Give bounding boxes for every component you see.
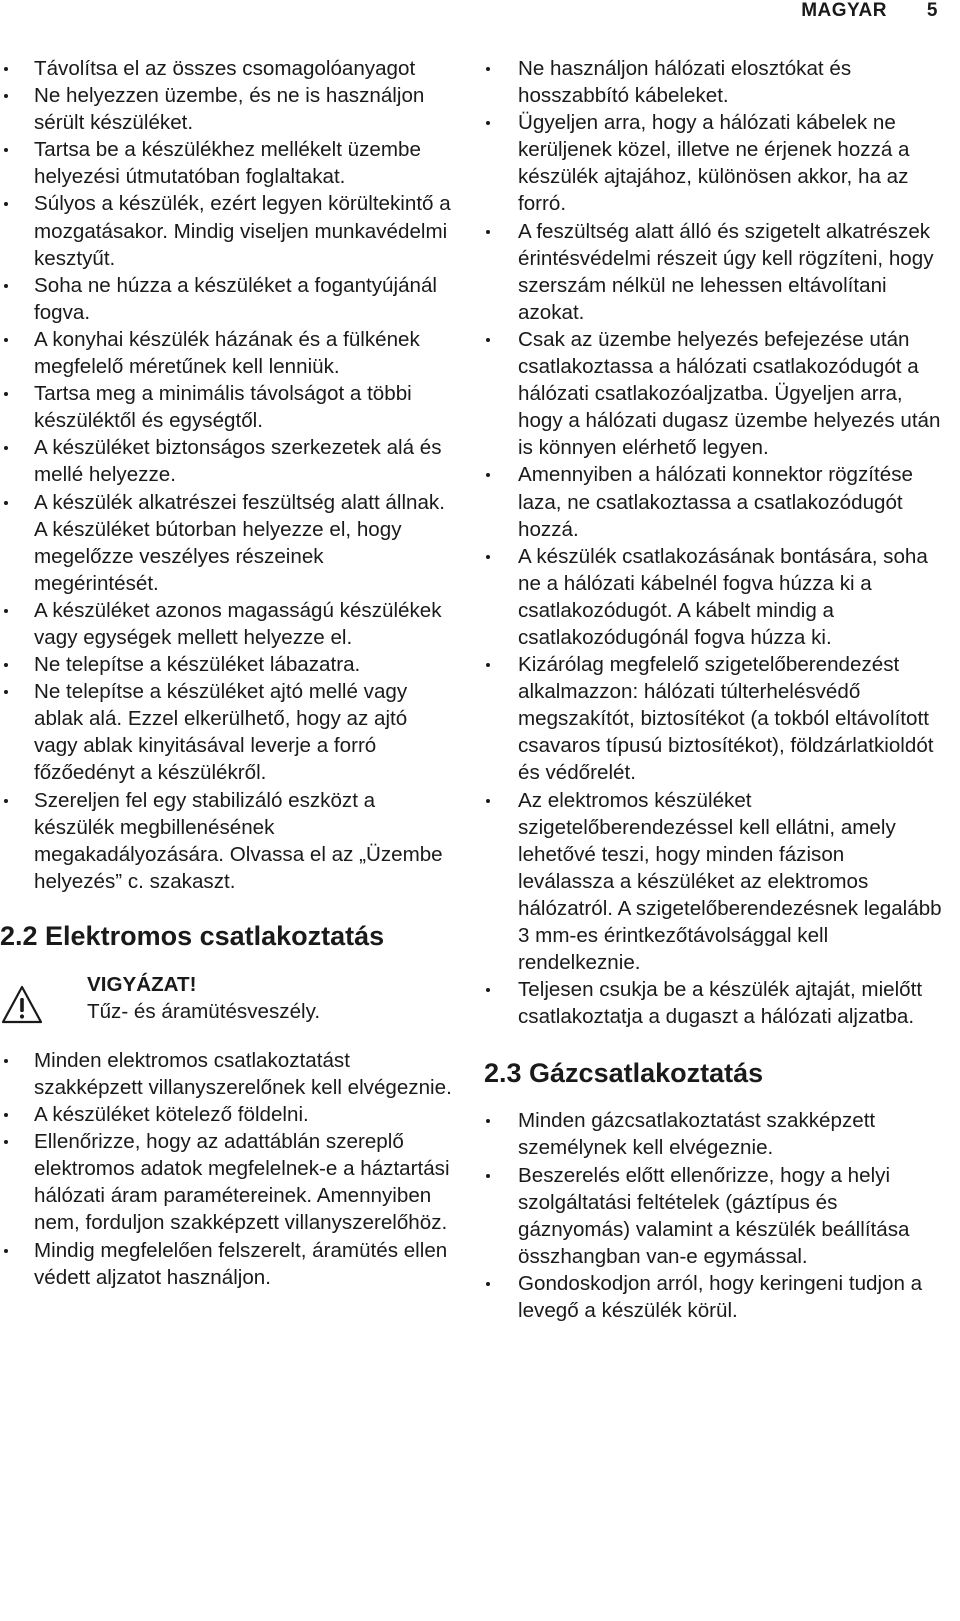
list-item: A készüléket biztonságos szerkezetek alá és mellé helyezze. xyxy=(0,434,452,488)
electrical-list xyxy=(0,1047,452,1291)
list-item: Súlyos a készülék, ezért legyen körültekintő a mozgatásakor. Mindig viseljen munkavédelmi kesztyűt. xyxy=(0,190,452,271)
list-item: Soha ne húzza a készüléket a fogantyújánál fogva. xyxy=(0,272,452,326)
section-title-gas: 2.3 Gázcsatlakoztatás xyxy=(484,1058,764,1089)
header-language: MAGYAR xyxy=(801,0,887,21)
list-item: Tartsa meg a minimális távolságot a többi készüléktől és egységtől. xyxy=(0,380,452,434)
warning-triangle-icon xyxy=(1,985,43,1025)
list-item: A konyhai készülék házának és a fülkének megfelelő méretűnek kell lenniük. xyxy=(0,326,452,380)
electrical-list-continued xyxy=(484,55,944,1030)
list-item: Ne telepítse a készüléket lábazatra. xyxy=(0,651,452,678)
page-header xyxy=(801,0,938,22)
list-item: A készüléket kötelező földelni. xyxy=(0,1101,452,1128)
warning-box xyxy=(0,971,452,1025)
left-column xyxy=(0,55,452,1291)
list-item: Amennyiben a hálózati konnektor rögzítése laza, ne csatlakoztassa a csatlakozódugót hozzá. xyxy=(484,461,944,542)
list-item: A feszültség alatt álló és szigetelt alkatrészek érintésvédelmi részeit úgy kell rögzíteni, hogy szerszám nélkül ne lehessen eltávolítani azokat. xyxy=(484,218,944,326)
warning-text xyxy=(87,971,320,1025)
gas-list xyxy=(484,1107,944,1324)
list-item: A készüléket azonos magasságú készülékek vagy egységek mellett helyezze el. xyxy=(0,597,452,651)
list-item: A készülék alkatrészei feszültség alatt állnak. A készüléket bútorban helyezze el, hogy megelőzze veszélyes részeinek megérintését. xyxy=(0,489,452,597)
list-item: Mindig megfelelően felszerelt, áramütés ellen védett aljzatot használjon. xyxy=(0,1237,452,1291)
list-item: Gondoskodjon arról, hogy keringeni tudjon a levegő a készülék körül. xyxy=(484,1270,944,1324)
list-item: Ellenőrizze, hogy az adattáblán szereplő elektromos adatok megfelelnek-e a háztartási hálózati áram paramétereinek. Amennyiben nem, forduljon szakképzett villanyszerelőhöz. xyxy=(0,1128,452,1236)
list-item: Az elektromos készüléket szigetelőberendezéssel kell ellátni, amely lehetővé teszi, hogy minden fázison leválassza a készüléket az elektromos hálózatról. A szigetelőberendezésnek legalább 3 mm-es érintkezőtávolsággal kell rendelkeznie. xyxy=(484,787,944,977)
list-item: Szereljen fel egy stabilizáló eszközt a készülék megbillenésének megakadályozására. Olvassa el az „Üzembe helyezés” c. szakaszt. xyxy=(0,787,452,895)
warning-body: Tűz- és áramütésveszély. xyxy=(87,999,321,1023)
list-item: Távolítsa el az összes csomagolóanyagot xyxy=(0,55,452,82)
list-item: Tartsa be a készülékhez mellékelt üzembe helyezési útmutatóban foglaltakat. xyxy=(0,136,452,190)
list-item: Teljesen csukja be a készülék ajtaját, mielőtt csatlakoztatja a dugaszt a hálózati aljzatba. xyxy=(484,976,944,1030)
right-column xyxy=(484,55,944,1324)
list-item: Csak az üzembe helyezés befejezése után csatlakoztassa a hálózati csatlakozódugót a hálózati csatlakozóaljzatba. Ügyeljen arra, hogy a hálózati dugasz üzembe helyezés után is könnyen elérhető legyen. xyxy=(484,326,944,461)
section-title-electrical: 2.2 Elektromos csatlakoztatás xyxy=(0,920,385,951)
page-number: 5 xyxy=(926,0,938,21)
list-item: Minden elektromos csatlakoztatást szakképzett villanyszerelőnek kell elvégeznie. xyxy=(0,1047,452,1101)
list-item: Ügyeljen arra, hogy a hálózati kábelek ne kerüljenek közel, illetve ne érjenek hozzá a készülék ajtajához, különösen akkor, ha az forró. xyxy=(484,109,944,217)
list-item: Minden gázcsatlakoztatást szakképzett személynek kell elvégeznie. xyxy=(484,1107,944,1161)
list-item: Ne használjon hálózati elosztókat és hosszabbító kábeleket. xyxy=(484,55,944,109)
list-item: A készülék csatlakozásának bontására, soha ne a hálózati kábelnél fogva húzza ki a csatlakozódugót. A kábelt mindig a csatlakozódugónál fogva húzza ki. xyxy=(484,543,944,651)
list-item: Kizárólag megfelelő szigetelőberendezést alkalmazzon: hálózati túlterhelésvédő megszakítót, biztosítékot (a tokból eltávolított csavaros típusú biztosítékot), földzárlatkioldót és védőrelét. xyxy=(484,651,944,786)
safety-list xyxy=(0,55,452,895)
list-item: Beszerelés előtt ellenőrizze, hogy a helyi szolgáltatási feltételek (gáztípus és gáznyomás) valamint a készülék beállítása összhangban van-e egymással. xyxy=(484,1162,944,1270)
list-item: Ne helyezzen üzembe, és ne is használjon sérült készüléket. xyxy=(0,82,452,136)
warning-title: VIGYÁZAT! xyxy=(87,972,197,996)
list-item: Ne telepítse a készüléket ajtó mellé vagy ablak alá. Ezzel elkerülhető, hogy az ajtó vagy ablak kinyitásával leverje a forró főzőedényt a készülékről. xyxy=(0,678,452,786)
